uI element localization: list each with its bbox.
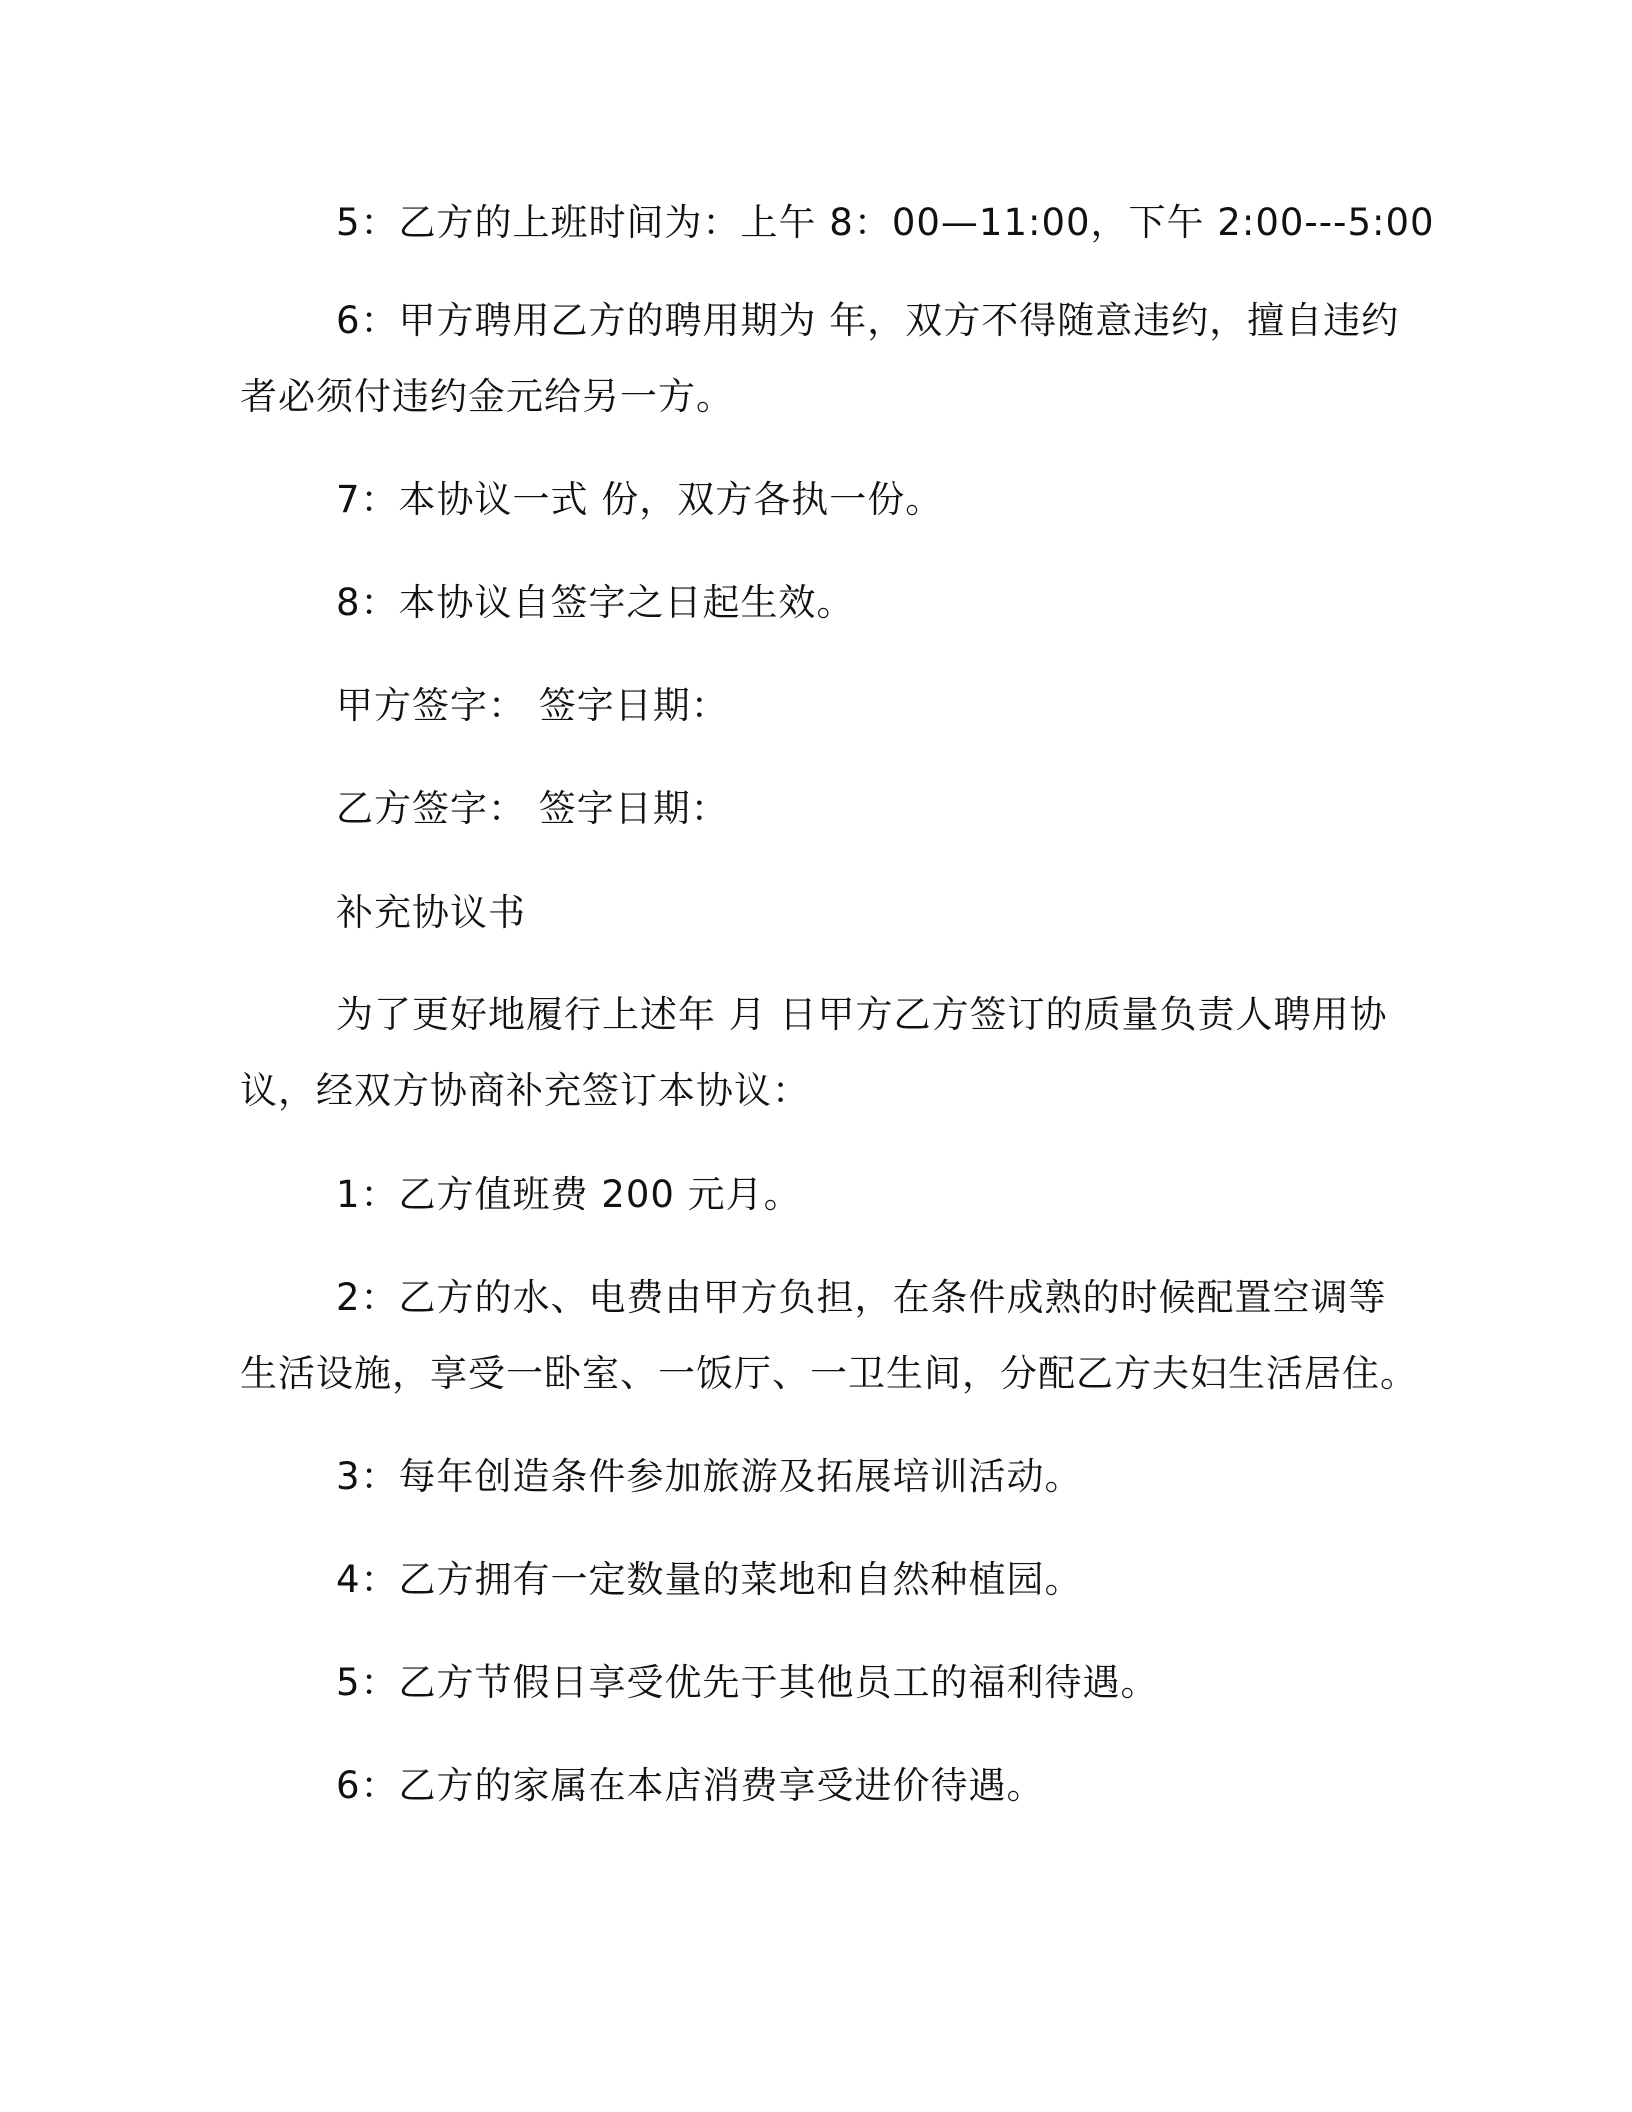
paragraph-effective-date: 8：本协议自签字之日起生效。 [336,581,855,624]
paragraph-vegetable-garden: 4：乙方拥有一定数量的菜地和自然种植园。 [336,1558,1083,1601]
paragraph-travel-training: 3：每年创造条件参加旅游及拓展培训活动。 [336,1455,1083,1498]
paragraph-copies: 7：本协议一式 份，双方各执一份。 [336,478,944,521]
party-b-signature-line: 乙方签字： 签字日期： [336,787,729,830]
paragraph-contract-term-line-2: 者必须付违约金元给另一方。 [240,375,734,418]
paragraph-holiday-benefits: 5：乙方节假日享受优先于其他员工的福利待遇。 [336,1661,1159,1704]
party-a-signature-line: 甲方签字： 签字日期： [336,684,729,727]
paragraph-work-hours: 5：乙方的上班时间为：上午 8：00—11:00，下午 2:00---5:00 [336,201,1435,244]
paragraph-preamble-line-2: 议，经双方协商补充签订本协议： [240,1069,810,1112]
paragraph-utilities-line-1: 2：乙方的水、电费由甲方负担，在条件成熟的时候配置空调等 [336,1276,1387,1319]
paragraph-utilities-line-2: 生活设施，享受一卧室、一饭厅、一卫生间，分配乙方夫妇生活居住。 [240,1352,1418,1395]
paragraph-duty-fee: 1：乙方值班费 200 元月。 [336,1173,802,1216]
paragraph-family-discount: 6：乙方的家属在本店消费享受进价待遇。 [336,1764,1045,1807]
supplementary-agreement-title: 补充协议书 [336,891,526,934]
paragraph-preamble-line-1: 为了更好地履行上述年 月 日甲方乙方签订的质量负责人聘用协 [336,993,1388,1036]
paragraph-contract-term-line-1: 6：甲方聘用乙方的聘用期为 年，双方不得随意违约，擅自违约 [336,299,1400,342]
